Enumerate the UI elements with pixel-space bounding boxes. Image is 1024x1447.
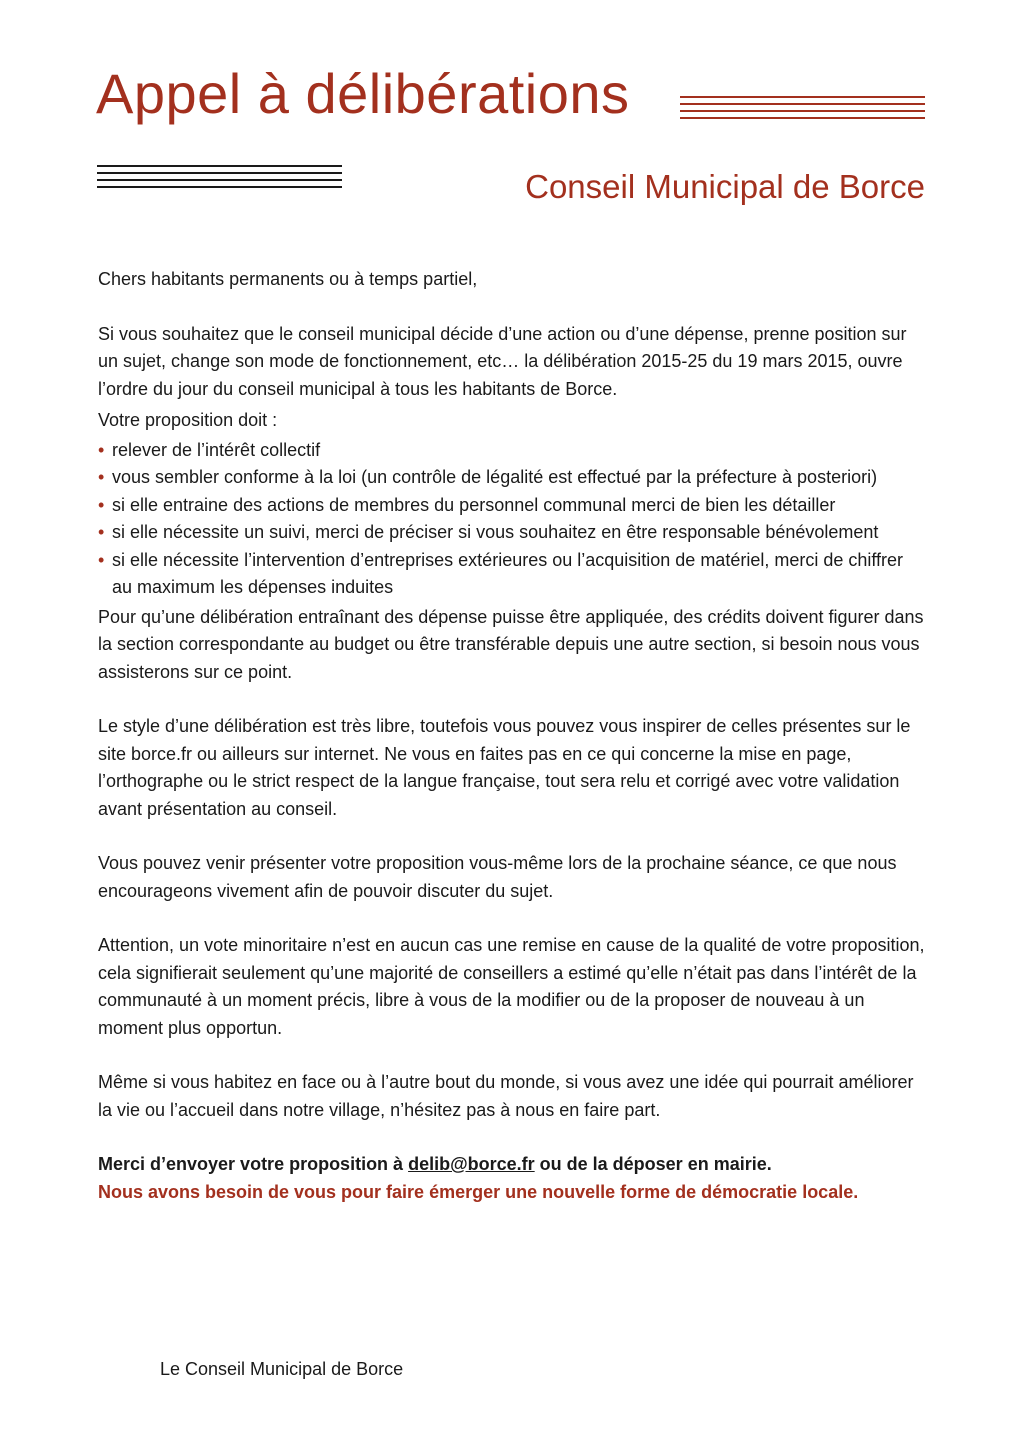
list-item: • si elle nécessite l’intervention d’entreprises extérieures ou l’acquisition de matériel, merci de chiffrer au maximum les dépenses induites (98, 547, 928, 602)
send-suffix: ou de la déposer en mairie. (534, 1154, 772, 1174)
email-link[interactable]: delib@borce.fr (408, 1154, 535, 1174)
greeting: Chers habitants permanents ou à temps partiel, (98, 269, 478, 289)
presentation-paragraph: Vous pouvez venir présenter votre proposition vous-même lors de la prochaine séance, ce que nous encourageons vivement afin de pouvoir discuter du sujet. (98, 853, 897, 901)
closing-statement: Nous avons besoin de vous pour faire émerger une nouvelle forme de démocratie locale. (98, 1181, 859, 1202)
letter-body (98, 266, 928, 1206)
attention-paragraph: Attention, un vote minoritaire n’est en aucun cas une remise en cause de la qualité de votre proposition, cela signifierait seulement qu’une majorité de conseillers a estimé qu’elle n’était pas dans l’intérêt de la communauté à un moment précis, libre à vous de la modifier ou de la proposer de nouveau à un moment plus opportun. (98, 935, 925, 1038)
intro-paragraph: Si vous souhaitez que le conseil municipal décide d’une action ou d’une dépense, prenne position sur un sujet, change son mode de fonctionnement, etc… la délibération 2015-25 du 19 mars 2015, ouvre l’ordre du jour du conseil municipal à tous les habitants de Borce. (98, 323, 907, 399)
decorative-rules-black (97, 165, 342, 193)
list-item: • si elle nécessite un suivi, merci de préciser si vous souhaitez en être responsable bénévolement (98, 519, 928, 547)
style-paragraph: Le style d’une délibération est très libre, toutefois vous pouvez vous inspirer de celles présentes sur le site borce.fr ou ailleurs sur internet. Ne vous en faites pas en ce qui concerne la mise en page, l’orthographe ou le strict respect de la langue française, tout sera relu et corrigé avec votre validation avant présentation au conseil. (98, 716, 911, 819)
world-paragraph: Même si vous habitez en face ou à l’autre bout du monde, si vous avez une idée qui pourrait améliorer la vie ou l’accueil dans notre village, n’hésitez pas à nous en faire part. (98, 1072, 914, 1120)
requirements-intro: Votre proposition doit : (98, 410, 278, 430)
list-item: • vous sembler conforme à la loi (un contrôle de légalité est effectué par la préfecture à posteriori) (98, 464, 928, 492)
send-prefix: Merci d’envoyer votre proposition à (98, 1154, 409, 1174)
list-item: • relever de l’intérêt collectif (98, 437, 928, 465)
send-instructions (98, 1151, 928, 1179)
page-title: Appel à délibérations (96, 62, 630, 125)
decorative-rules-red (680, 96, 925, 124)
budget-paragraph: Pour qu’une délibération entraînant des dépense puisse être appliquée, des crédits doivent figurer dans la section correspondante au budget ou être transférable depuis une autre section, si besoin nous vous assisterons sur ce point. (98, 606, 924, 682)
signature: Le Conseil Municipal de Borce (160, 1359, 404, 1379)
requirements-list (98, 437, 928, 602)
list-item: • si elle entraine des actions de membres du personnel communal merci de bien les détailler (98, 492, 928, 520)
page-subtitle: Conseil Municipal de Borce (525, 168, 925, 205)
